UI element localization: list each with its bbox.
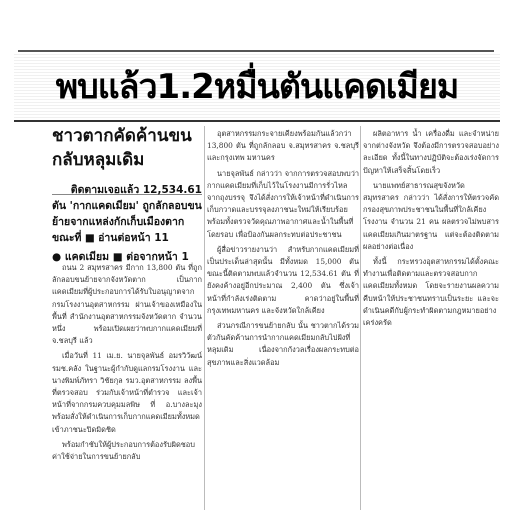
paragraph: ผู้สื่อข่าวรายงานว่า สำหรับกากแคดเมียมที่เป็นประเด็นล่าสุดนั้น มีทั้งหมด 15,000 ตัน ขณะนี้ติดตามพบแล้วจำนวน 12,534.61 ตัน ที่ยังคงค้างอยู่อีกประมาณ 2,400 ตัน ซึ่งเจ้าหน้าที่กำลังเร่งติดตาม คาดว่าอยู่ในพื้นที่กรุงเทพมหานคร และจังหวัดใกล้เคียง — [207, 244, 359, 315]
continue-page-label: อ่านต่อหน้า 11 — [98, 232, 169, 244]
paragraph: ถนน 2 สมุทรสาคร มีกาก 13,800 ตัน ที่ถูกลักลอบขนย้ายจากจังหวัดตาก เป็นกากแคดเมียมที่ผู้ประกอบการได้รับใบอนุญาตจากกรมโรงงานอุตสาหกรรม ผ่านเจ้าของเหมืองในพื้นที่ สำนักงานอุตสาหกรรมจังหวัดตาก จำนวนหนึ่ง พร้อมเปิดเผยว่าพบกากแคดเมียมที่ จ.ชลบุรี แล้ว — [52, 263, 202, 346]
paragraph: อุตสาหกรรมกระจายเคียงพร้อมกันแล้วกว่า 13,800 ตัน ที่ถูกลักลอบ จ.สมุทรสาคร จ.ชลบุรี และกรุงเทพ มหานคร — [207, 129, 359, 163]
paragraph: ทั้งนี้ กระทรวงอุตสาหกรรมได้ตั้งคณะทำงานเพื่อติดตามและตรวจสอบกากแคดเมียมทั้งหมด โดยจะรายงานผลความคืบหน้าให้ประชาชนทราบเป็นระยะ และจะดำเนินคดีกับผู้กระทำผิดตามกฎหมายอย่างเคร่งครัด — [363, 257, 499, 328]
lead-title: ชาวตากคัดค้านขนกลับหลุมเดิม — [52, 124, 202, 195]
paragraph: ผลิตอาหาร น้ำ เครื่องดื่ม และจำหน่ายจากต่างจังหวัด จึงต้องมีการตรวจสอบอย่างละเอียด ทั้งนี้ในทางปฏิบัติจะต้องเร่งจัดการปัญหาให้เสร็จสิ้นโดยเร็ว — [363, 129, 499, 175]
paragraph: นายจุลพันธ์ กล่าวว่า จากการตรวจสอบพบว่ากากแคดเมียมที่เก็บไว้ในโรงงานมีการรั่วไหลจากถุงบรรจุ จึงได้สั่งการให้เจ้าหน้าที่ดำเนินการเก็บกวาดและบรรจุลงภาชนะใหม่ให้เรียบร้อย พร้อมทั้งตรวจวัดคุณภาพอากาศและน้ำในพื้นที่โดยรอบ เพื่อป้องกันผลกระทบต่อประชาชน — [207, 168, 359, 239]
paragraph: นายแพทย์สาธารณสุขจังหวัดสมุทรสาคร กล่าวว่า ได้สั่งการให้ตรวจคัดกรองสุขภาพประชาชนในพื้นที่ใกล้เคียงโรงงาน จำนวน 21 คน ผลตรวจไม่พบสารแคดเมียมเกินมาตรฐาน แต่จะต้องติดตามผลอย่างต่อเนื่อง — [363, 180, 499, 251]
headline-banner — [14, 52, 500, 122]
lead-subheading — [52, 182, 202, 246]
column-divider — [360, 126, 361, 510]
column-divider — [204, 126, 205, 510]
paragraph: ส่วนกรณีการขนย้ายกลับ นั้น ชาวตากได้รวมตัวกันคัดค้านการนำกากแคดเมียมกลับไปฝังที่หลุมเดิม เนื่องจากกังวลเรื่องผลกระทบต่อสุขภาพและสิ่งแวดล้อม — [207, 321, 359, 367]
square-icon: ■ — [112, 251, 123, 263]
article-column-2 — [207, 128, 359, 510]
article-column-3 — [363, 128, 499, 510]
paragraph: พร้อมกำชับให้ผู้ประกอบการต้องรับผิดชอบค่าใช้จ่ายในการขนย้ายกลับ — [52, 439, 195, 462]
bullet-icon: ● — [52, 251, 62, 263]
article-column-1 — [52, 262, 202, 510]
headline-text: พบแล้ว1.2หมื่นตันแคดเมียม — [55, 67, 459, 107]
lead-sub-line2: ตัน 'กากแคดเมียม' ถูกลักลอบขนย้ายจากแหล่งกักเก็บเมืองตาก ขณะที่ ■ อ่านต่อหน้า 11 — [52, 200, 202, 244]
lead-sub-line1: ติดตามเจอแล้ว 12,534.61 — [70, 184, 202, 196]
continue-marker-icon: ■ — [84, 232, 95, 244]
paragraph: เมื่อวันที่ 11 เม.ย. นายจุลพันธ์ อมรวิวัฒน์ รมช.คลัง ในฐานะผู้กำกับดูแลกรมโรงงาน และนางพิมพ์ภัทรา วิชัยกุล รมว.อุตสาหกรรม ลงพื้นที่ตรวจสอบ ร่วมกับเจ้าหน้าที่ตำรวจ และเจ้าหน้าที่จากกรมควบคุมมลพิษ ที่ อ.บางละมุง พร้อมสั่งให้ดำเนินการเก็บกากแคดเมียมทั้งหมดเข้าภาชนะปิดมิดชิด — [52, 351, 202, 434]
continuation-heading: ● แคดเมียม ■ ต่อจากหน้า 1 — [52, 251, 189, 263]
